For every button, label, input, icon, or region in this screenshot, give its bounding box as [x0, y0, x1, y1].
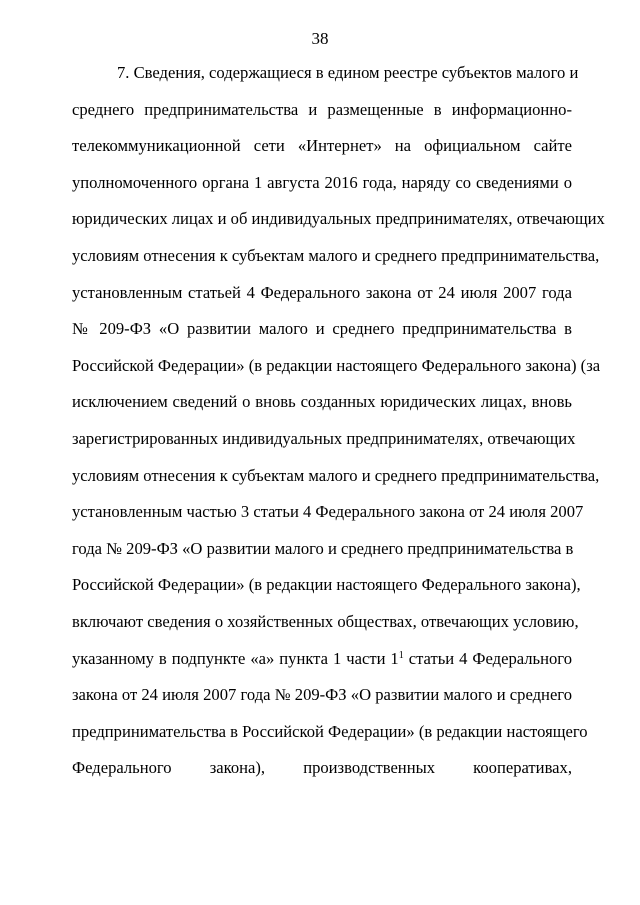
paragraph — [72, 63, 605, 795]
text-line: Российской Федерации» (в редакции настоящего Федерального закона), — [72, 575, 581, 595]
text-line: юридических лицах и об индивидуальных предпринимателях, отвечающих — [72, 209, 605, 229]
text-line: включают сведения о хозяйственных обществах, отвечающих условию, — [72, 611, 579, 631]
text-line: установленным частью 3 статьи 4 Федерального закона от 24 июля 2007 — [72, 502, 584, 522]
text-segment: указанному в подпункте «а» пункта 1 части 1 — [72, 648, 399, 668]
superscript: 1 — [398, 649, 404, 661]
text-line: предпринимательства в Российской Федерации» (в редакции настоящего — [72, 721, 588, 741]
text-line: Федерального закона), производственных кооперативах, — [72, 758, 572, 778]
text-line: года № 209-ФЗ «О развитии малого и среднего предпринимательства в — [72, 538, 574, 558]
text-line: Российской Федерации» (в редакции настоящего Федерального закона) (за — [72, 355, 601, 375]
text-line: зарегистрированных индивидуальных предпринимателях, отвечающих — [72, 428, 576, 448]
text-line: установленным статьей 4 Федерального закона от 24 июля 2007 года — [72, 282, 572, 302]
text-line: среднего предпринимательства и размещенные в информационно- — [72, 99, 572, 119]
text-line: условиям отнесения к субъектам малого и среднего предпринимательства, — [72, 465, 600, 485]
text-segment: статьи 4 Федерального — [403, 648, 572, 668]
text-line: № 209-ФЗ «О развитии малого и среднего предпринимательства в — [72, 319, 572, 339]
text-line: телекоммуникационной сети «Интернет» на официальном сайте — [72, 136, 572, 156]
page-number: 38 — [311, 29, 329, 48]
text-line-with-superscript — [72, 649, 572, 686]
text-line: 7. Сведения, содержащиеся в едином реестре субъектов малого и — [117, 63, 579, 82]
text-line: условиям отнесения к субъектам малого и среднего предпринимательства, — [72, 245, 600, 265]
text-line: уполномоченного органа 1 августа 2016 года, наряду со сведениями о — [72, 172, 572, 192]
text-line: закона от 24 июля 2007 года № 209-ФЗ «О развитии малого и среднего — [72, 685, 572, 705]
text-line: исключением сведений о вновь созданных юридических лицах, вновь — [72, 392, 572, 412]
